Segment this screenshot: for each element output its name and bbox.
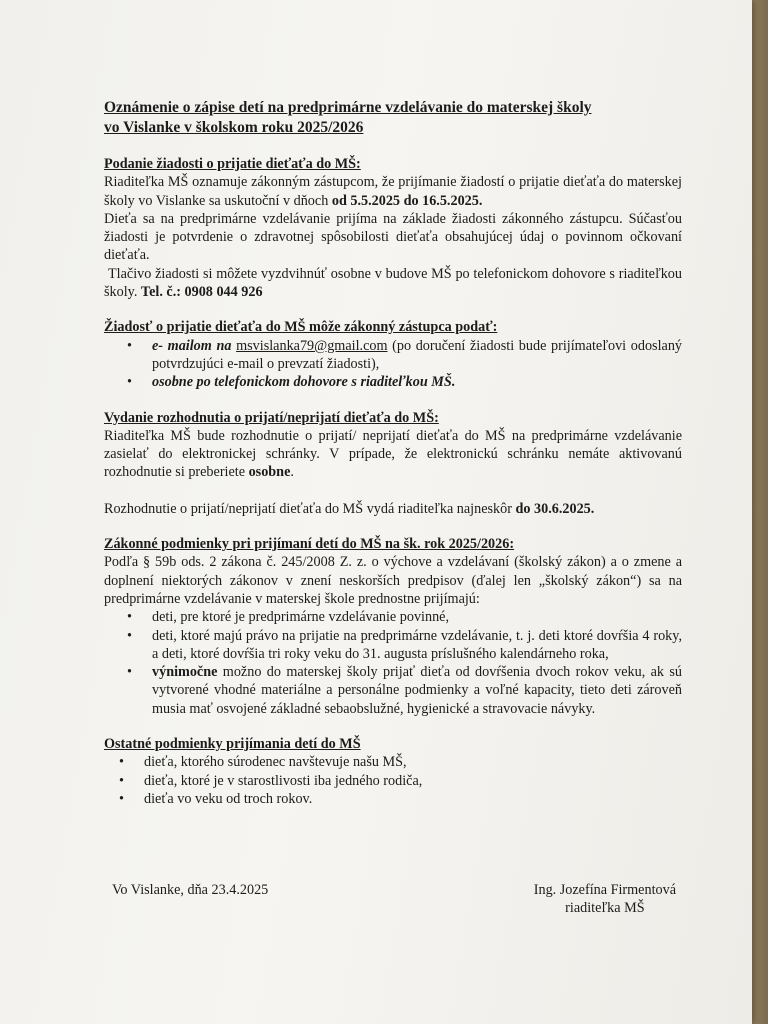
section-heading-submission: Žiadosť o prijatie dieťaťa do MŠ môže zákonný zástupca podať:	[104, 319, 498, 336]
decision-delivery-end: .	[290, 464, 294, 481]
signatory-role: riaditeľka MŠ	[565, 900, 645, 917]
section-other-conditions	[104, 735, 682, 808]
section-heading-other-conditions: Ostatné podmienky prijímania detí do MŠ	[104, 736, 361, 753]
application-period-paragraph	[104, 173, 682, 210]
form-pickup-text: Tlačivo žiadosti si môžete vyzdvihnúť osobne v budove MŠ po telefonickom dohovore s riaditeľkou školy.	[104, 265, 682, 301]
list-item: • dieťa vo veku od troch rokov.	[144, 790, 682, 808]
list-item	[152, 373, 682, 391]
legal-conditions-list	[104, 608, 682, 718]
signature-block	[534, 881, 676, 918]
list-item: • dieťa, ktoré je v starostlivosti iba jedného rodiča,	[144, 772, 682, 790]
email-method-note: (po doručení žiadosti bude prijímateľovi odoslaný potvrdzujúci e-mail o prevzatí žiadosti),	[152, 337, 683, 372]
list-item	[152, 337, 682, 374]
section-application	[104, 155, 682, 301]
other-conditions-list	[104, 753, 682, 808]
decision-deadline-paragraph	[104, 500, 682, 518]
decision-delivery-paragraph	[104, 427, 682, 482]
decision-deadline-text: Rozhodnutie o prijatí/neprijatí dieťaťa do MŠ vydá riaditeľka najneskôr	[104, 500, 516, 517]
in-person-method: osobne po telefonickom dohovore s riaditeľkou MŠ.	[152, 374, 456, 391]
list-item: • deti, ktoré majú právo na prijatie na predprimárne vzdelávanie, t. j. deti ktoré dovŕšia 4 roky, a deti, ktoré dovŕšia tri roky veku do 31. augusta príslušného kalendárneho roka,	[152, 627, 682, 664]
section-heading-decision: Vydanie rozhodnutia o prijatí/neprijatí dieťaťa do MŠ:	[104, 409, 439, 426]
legal-conditions-paragraph: Podľa § 59b ods. 2 zákona č. 245/2008 Z. z. o výchove a vzdelávaní (školský zákon) a o zmene a doplnení niektorých zákonov v znení neskorších predpisov (ďalej len „školský zákon“) sa na predprimárne vzdelávanie v materskej škole prednostne prijímajú:	[104, 554, 682, 607]
section-submission	[104, 318, 682, 391]
decision-delivery-text: Riaditeľka MŠ bude rozhodnutie o prijatí/ neprijatí dieťaťa do MŠ na predprimárne vzdelávanie zasielať do elektronickej schránky. V prípade, že elektronickú schránku nemáte aktivovanú rozhodnutie si preberiete	[104, 427, 682, 481]
decision-deadline-date: do 30.6.2025.	[515, 500, 595, 517]
place-and-date: Vo Vislanke, dňa 23.4.2025	[112, 882, 269, 898]
section-legal-conditions	[104, 535, 682, 718]
section-decision	[104, 409, 682, 518]
application-period-text: Riaditeľka MŠ oznamuje zákonným zástupcom, že prijímanie žiadostí o prijatie dieťaťa do materskej školy vo Vislanke sa uskutoční v dňoch	[104, 174, 682, 209]
document-title	[104, 98, 682, 137]
exception-label: výnimočne	[152, 664, 218, 681]
list-item: • deti, pre ktoré je predprimárne vzdelávanie povinné,	[152, 608, 682, 626]
document-footer	[112, 881, 682, 931]
document-body	[104, 98, 682, 825]
phone-number: Tel. č.: 0908 044 926	[140, 284, 263, 301]
email-method-label: e- mailom na	[152, 337, 232, 354]
title-line-1: Oznámenie o zápise detí na predprimárne vzdelávanie do materskej školy	[104, 99, 592, 116]
email-link[interactable]: msvislanka79@gmail.com	[236, 337, 388, 354]
signatory-name: Ing. Jozefína Firmentová	[533, 882, 676, 898]
application-period-dates: od 5.5.2025 do 16.5.2025.	[331, 192, 483, 209]
application-basis-paragraph: Dieťa sa na predprimárne vzdelávanie prijíma na základe žiadosti zákonného zástupcu. Súčasťou žiadosti je potvrdenie o zdravotnej spôsobilosti dieťaťa obsahujúcej údaj o povinnom očkovaní dieťaťa.	[104, 210, 682, 264]
list-item	[152, 663, 682, 718]
list-item: • dieťa, ktorého súrodenec navštevuje našu MŠ,	[144, 753, 682, 771]
title-line-2: vo Vislanke v školskom roku 2025/2026	[104, 118, 364, 136]
form-pickup-paragraph	[104, 265, 682, 302]
decision-delivery-bold: osobne	[248, 464, 291, 481]
section-heading-application: Podanie žiadosti o prijatie dieťaťa do MŠ:	[104, 156, 361, 172]
section-heading-legal-conditions: Zákonné podmienky pri prijímaní detí do MŠ na šk. rok 2025/2026:	[104, 536, 515, 553]
submission-list	[104, 337, 682, 392]
exception-text: možno do materskej školy prijať dieťa od dovŕšenia dvoch rokov veku, ak sú vytvorené vhodné materiálne a personálne podmienky a voľné kapacity, tieto deti zároveň musia mať osvojené základné sebaobslužné, hygienické a stravovacie návyky.	[152, 664, 682, 717]
